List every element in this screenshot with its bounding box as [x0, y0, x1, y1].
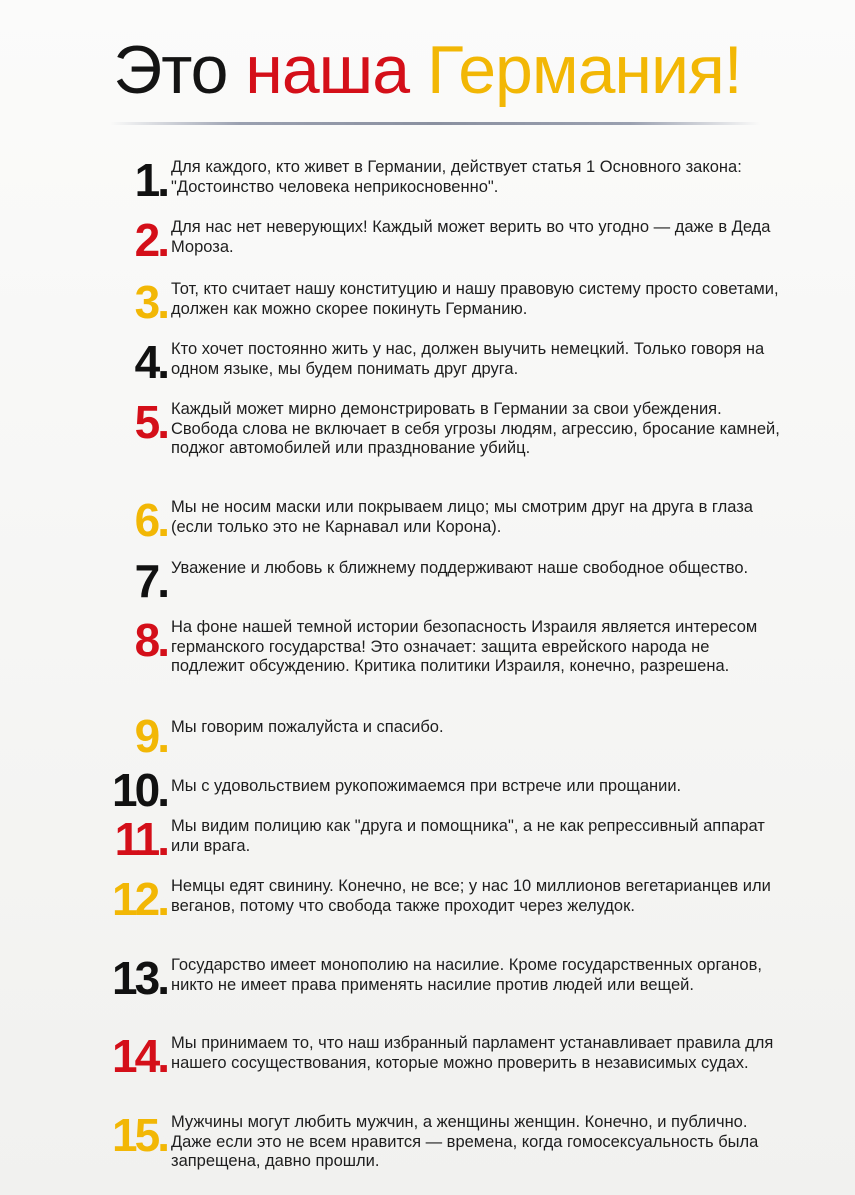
- list-item: [95, 952, 785, 1004]
- item-number: 13.: [112, 952, 167, 1004]
- list-item: [95, 154, 785, 206]
- item-number: 3.: [134, 276, 167, 328]
- item-number: 9.: [134, 710, 167, 762]
- item-text: Мужчины могут любить мужчин, а женщины женщин. Конечно, и публично. Даже если это не всем нравится — времена, когда гомосексуальность была запрещена, давно прошли.: [171, 1113, 759, 1170]
- list-item: [95, 214, 785, 266]
- title-divider: [110, 122, 760, 125]
- item-text: Мы принимаем то, что наш избранный парламент устанавливает правила для нашего сосуществования, которые можно проверить в независимых судах.: [171, 1034, 774, 1072]
- item-number: 4.: [134, 336, 167, 388]
- item-number: 11.: [114, 813, 167, 865]
- title-word-3: Германия!: [426, 32, 742, 108]
- list-item: [95, 494, 785, 546]
- item-text: На фоне нашей темной истории безопасность Израиля является интересом германского государства! Это означает: защита еврейского народа не подлежит обсуждению. Критика политики Израиля, конечно, разрешена.: [171, 618, 758, 675]
- item-text: Мы видим полицию как "друга и помощника", а не как репрессивный аппарат или врага.: [171, 817, 765, 855]
- list-item: [95, 336, 785, 388]
- list-item: [95, 276, 785, 328]
- item-number: 6.: [134, 494, 167, 546]
- item-number: 15.: [112, 1109, 167, 1161]
- item-number: 5.: [134, 396, 167, 448]
- item-text: Мы говорим пожалуйста и спасибо.: [171, 718, 444, 736]
- page-title: [0, 30, 855, 110]
- item-number: 10.: [112, 764, 167, 816]
- item-text: Немцы едят свинину. Конечно, не все; у нас 10 миллионов вегетарианцев или веганов, потому что свобода также проходит через желудок.: [171, 877, 771, 915]
- list-item: [95, 555, 785, 607]
- item-number: 7.: [134, 555, 167, 607]
- item-text: Мы не носим маски или покрываем лицо; мы смотрим друг на друга в глаза (если только это не Карнавал или Корона).: [171, 498, 753, 536]
- list-item: [95, 710, 785, 762]
- item-text: Мы с удовольствием рукопожимаемся при встрече или прощании.: [171, 777, 682, 795]
- item-text: Каждый может мирно демонстрировать в Германии за свои убеждения. Свобода слова не включает в себя угрозы людям, агрессию, бросание камней, поджог автомобилей или празднование убийц.: [171, 400, 780, 457]
- list-item: [95, 764, 785, 816]
- item-text: Для каждого, кто живет в Германии, действует статья 1 Основного закона: "Достоинство человека неприкосновенно".: [171, 158, 742, 196]
- item-text: Уважение и любовь к ближнему поддерживают наше свободное общество.: [171, 559, 749, 577]
- item-number: 14.: [112, 1030, 167, 1082]
- list-item: [95, 813, 785, 865]
- item-number: 12.: [112, 873, 167, 925]
- list-item: [95, 614, 785, 677]
- item-text: Кто хочет постоянно жить у нас, должен выучить немецкий. Только говоря на одном языке, мы будем понимать друг друга.: [171, 340, 765, 378]
- title-word-2: наша: [245, 32, 410, 108]
- item-number: 1.: [134, 154, 167, 206]
- item-text: Для нас нет неверующих! Каждый может верить во что угодно — даже в Деда Мороза.: [171, 218, 771, 256]
- item-text: Государство имеет монополию на насилие. Кроме государственных органов, никто не имеет права применять насилие против людей или вещей.: [171, 956, 762, 994]
- list-item: [95, 396, 785, 459]
- item-text: Тот, кто считает нашу конституцию и нашу правовую систему просто советами, должен как можно скорее покинуть Германию.: [171, 280, 779, 318]
- item-number: 8.: [134, 614, 167, 666]
- item-number: 2.: [134, 214, 167, 266]
- list-item: [95, 1030, 785, 1082]
- list-item: [95, 1109, 785, 1172]
- title-word-1: Это: [113, 32, 228, 108]
- list-item: [95, 873, 785, 925]
